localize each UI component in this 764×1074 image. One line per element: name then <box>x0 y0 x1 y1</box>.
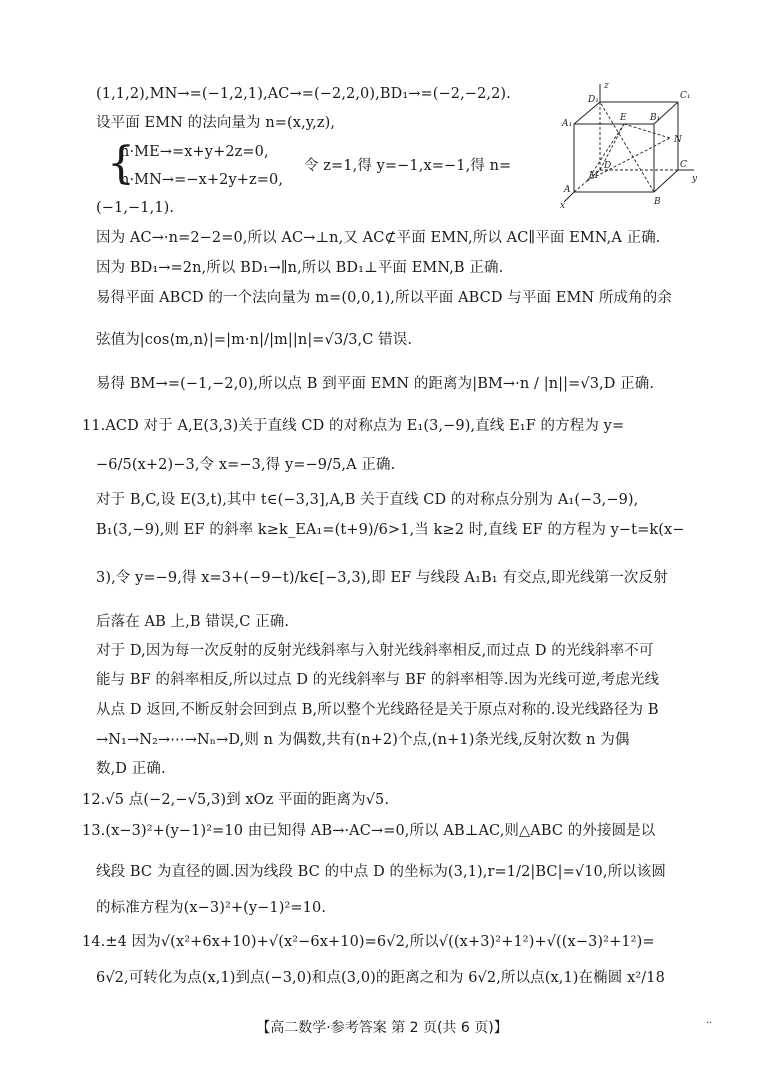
answer-11-line-7: 对于 D,因为每一次反射的反射光线斜率与入射光线斜率相反,而过点 D 的光线斜率不可 <box>96 643 654 659</box>
answer-11-line-3: 对于 B,C,设 E(3,t),其中 t∈(−3,3],A,B 关于直线 CD 的对称点分别为 A₁(−3,−9), <box>96 492 639 508</box>
answer-11-line-5: 3),令 y=−9,得 x=3+(−9−t)/k∈[−3,3),即 EF 与线段 A₁B₁ 有交点,即光线第一次反射 <box>96 570 668 586</box>
answer-11-line-6: 后落在 AB 上,B 错误,C 正确. <box>96 614 290 630</box>
answer-13-line-3: 的标准方程为(x−3)²+(y−1)²=10. <box>96 900 327 916</box>
cube-figure <box>560 80 700 210</box>
seg-BD1 <box>600 102 654 192</box>
answer-14-line-2: 6√2,可转化为点(x,1)到点(−3,0)和点(3,0)的距离之和为 6√2,所以点(x,1)在椭圆 x²/18 <box>96 970 665 986</box>
text-line-2: 设平面 EMN 的法向量为 n=(x,y,z), <box>96 115 336 131</box>
label-A: A <box>564 185 571 195</box>
label-D: D <box>604 161 612 171</box>
equation-row-1: n·ME→=x+y+2z=0, <box>120 144 269 160</box>
seg-MN <box>587 138 670 181</box>
page-footer: 【高二数学·参考答案 第 2 页(共 6 页)】 <box>256 1020 508 1036</box>
label-z: z <box>604 81 609 91</box>
text-line-9: 易得 BM→=(−1,−2,0),所以点 B 到平面 EMN 的距离为|BM→·n / |n||=√3,D 正确. <box>96 376 655 392</box>
text-line-3: 令 z=1,得 y=−1,x=−1,得 n= <box>304 158 512 174</box>
text-line-4: (−1,−1,1). <box>96 200 175 216</box>
answer-11-line-10: →N₁→N₂→⋯→Nₙ→D,则 n 为偶数,共有(n+2)个点,(n+1)条光线,反射次数 n 为偶 <box>96 732 630 748</box>
edge-A1D1 <box>574 102 600 124</box>
equation-brace: { <box>107 138 135 189</box>
text-line-7: 易得平面 ABCD 的一个法向量为 m=(0,0,1),所以平面 ABCD 与平面 EMN 所成角的余 <box>96 290 672 306</box>
label-C: C <box>680 160 687 170</box>
answer-11-line-1: 11.ACD 对于 A,E(3,3)关于直线 CD 的对称点为 E₁(3,−9),直线 E₁F 的方程为 y= <box>82 418 625 434</box>
text-line-1: (1,1,2),MN→=(−1,2,1),AC→=(−2,2,0),BD₁→=(−2,−2,2). <box>96 86 511 102</box>
label-E: E <box>620 113 627 123</box>
label-x: x <box>560 201 566 210</box>
text-line-8: 弦值为|cos⟨m,n⟩|=|m·n|/|m||n|=√3/3,C 错误. <box>96 332 413 348</box>
answer-13-line-2: 线段 BC 为直径的圆.因为线段 BC 的中点 D 的坐标为(3,1),r=1/2|BC|=√10,所以该圆 <box>96 864 666 880</box>
equation-row-2: n·MN→=−x+2y+z=0, <box>120 172 284 188</box>
answer-11-line-9: 从点 D 返回,不断反射会回到点 B,所以整个光线路径是关于原点对称的.设光线路径为 B <box>96 702 659 718</box>
seg-EN <box>624 124 670 138</box>
label-A1: A₁ <box>562 119 573 129</box>
label-D1: D₁ <box>588 95 599 105</box>
answer-11-line-8: 能与 BF 的斜率相反,所以过点 D 的光线斜率与 BF 的斜率相等.因为光线可逆,考虑光线 <box>96 672 660 688</box>
answer-11-line-11: 数,D 正确. <box>96 761 166 777</box>
edge-BC <box>654 170 678 192</box>
label-C1: C₁ <box>680 91 691 101</box>
answer-12-line: 12.√5 点(−2,−√5,3)到 xOz 平面的距离为√5. <box>82 792 390 808</box>
answer-11-line-4: B₁(3,−9),则 EF 的斜率 k≥k_EA₁=(t+9)/6>1,当 k≥2 时,直线 EF 的方程为 y−t=k(x− <box>96 522 685 538</box>
label-B1: B₁ <box>650 113 661 123</box>
label-B: B <box>654 197 661 207</box>
text-line-6: 因为 BD₁→=2n,所以 BD₁→∥n,所以 BD₁⊥平面 EMN,B 正确. <box>96 260 504 276</box>
label-N: N <box>674 135 682 145</box>
label-y: y <box>692 174 698 184</box>
answer-13-line-1: 13.(x−3)²+(y−1)²=10 由已知得 AB→·AC→=0,所以 AB⊥AC,则△ABC 的外接圆是以 <box>82 823 656 839</box>
answer-11-line-2: −6/5(x+2)−3,令 x=−3,得 y=−9/5,A 正确. <box>96 457 396 473</box>
text-line-5: 因为 AC→·n=2−2=0,所以 AC→⊥n,又 AC⊄平面 EMN,所以 AC∥平面 EMN,A 正确. <box>96 230 661 246</box>
label-M: M <box>589 171 599 181</box>
answer-14-line-1: 14.±4 因为√(x²+6x+10)+√(x²−6x+10)=6√2,所以√((x+3)²+1²)+√((x−3)²+1²)= <box>82 934 655 950</box>
corner-mark: .. <box>706 1015 713 1026</box>
